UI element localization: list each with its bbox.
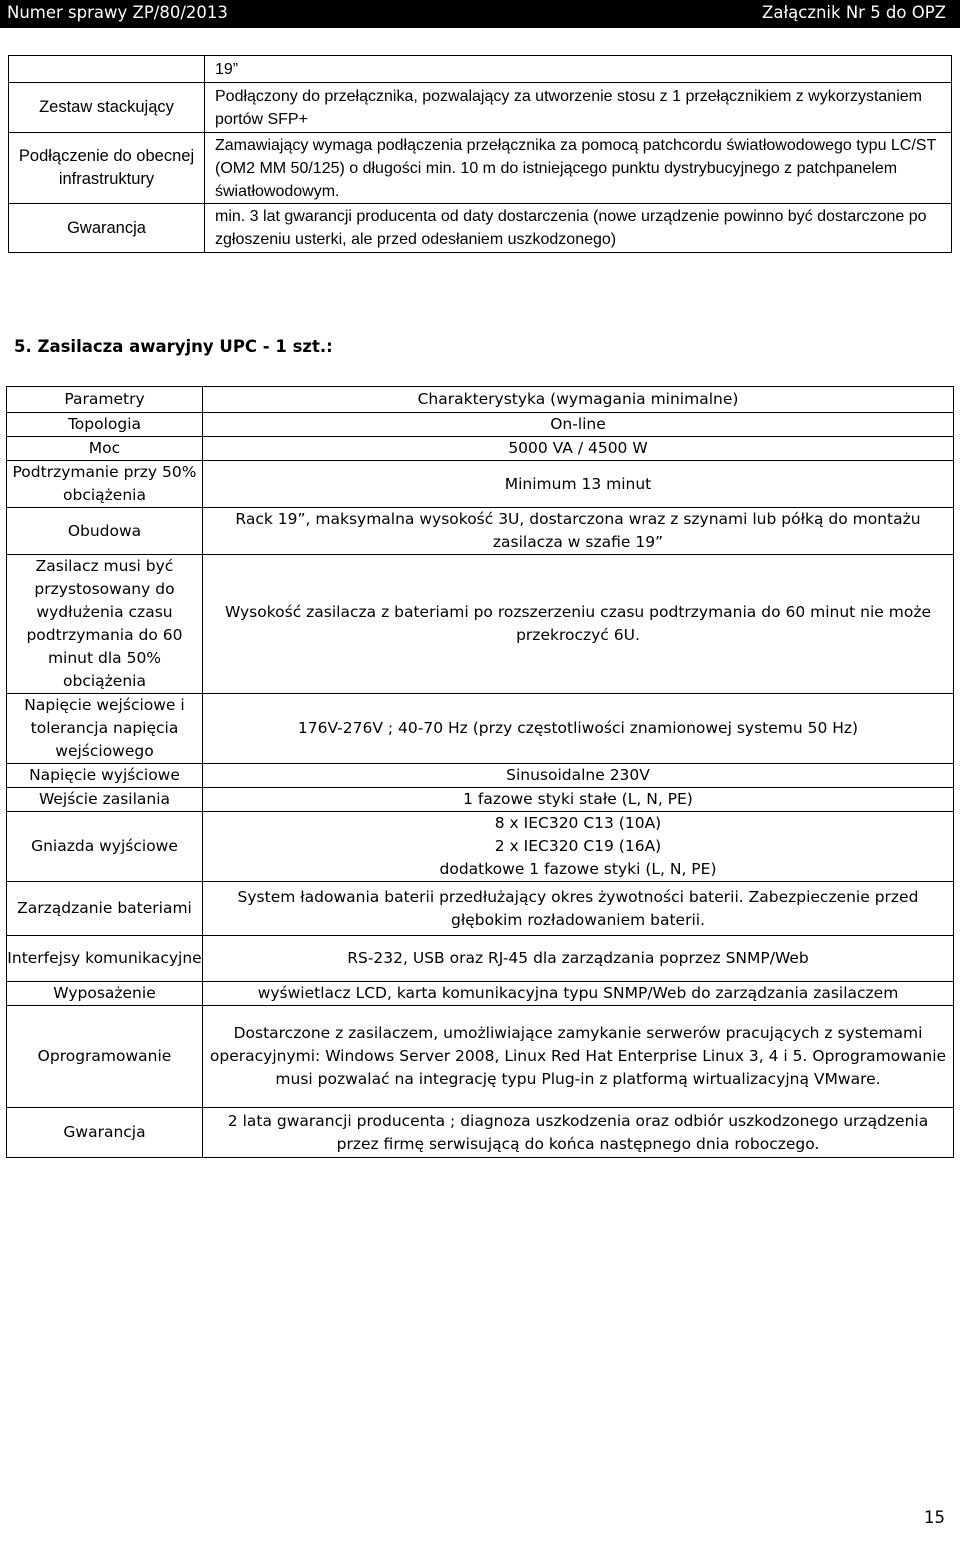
req-cell: [203, 812, 954, 882]
spec-label: Zestaw stackujący: [9, 83, 205, 133]
req-cell: Sinusoidalne 230V: [203, 764, 954, 788]
req-cell: Rack 19”, maksymalna wysokość 3U, dostarczona wraz z szynami lub półką do montażu zasilacza w szafie 19”: [203, 508, 954, 555]
section-title: 5. Zasilacza awaryjny UPC - 1 szt.:: [14, 337, 333, 356]
req-cell: System ładowania baterii przedłużający okres żywotności baterii. Zabezpieczenie przed głębokim rozładowaniem baterii.: [203, 882, 954, 936]
spec-value: min. 3 lat gwarancji producenta od daty dostarczenia (nowe urządzenie powinno być dostarczone po zgłoszeniu usterki, ale przed odesłaniem uszkodzonego): [205, 204, 952, 253]
param-cell: Napięcie wejściowe i tolerancja napięcia wejściowego: [7, 694, 203, 764]
page-header: [0, 0, 960, 28]
req-line: dodatkowe 1 fazowe styki (L, N, PE): [439, 860, 717, 878]
req-cell: 1 fazowe styki stałe (L, N, PE): [203, 788, 954, 812]
spec-value: Podłączony do przełącznika, pozwalający za utworzenie stosu z 1 przełącznikiem z wykorzystaniem portów SFP+: [205, 83, 952, 133]
req-cell: 5000 VA / 4500 W: [203, 437, 954, 461]
param-cell: Zasilacz musi być przystosowany do wydłużenia czasu podtrzymania do 60 minut dla 50% obciążenia: [7, 555, 203, 694]
table-row: [9, 133, 952, 204]
req-line: 2 x IEC320 C19 (16A): [494, 837, 662, 855]
spec-value: Zamawiający wymaga podłączenia przełącznika za pomocą patchcordu światłowodowego typu LC/ST (OM2 MM 50/125) o długości min. 10 m do istniejącego punktu dystrybucyjnego z patchpanelem światłowodowym.: [205, 133, 952, 204]
spec-label: Gwarancja: [9, 204, 205, 253]
param-cell: Interfejsy komunikacyjne: [7, 936, 203, 982]
table-row: [7, 764, 954, 788]
table-row: [7, 936, 954, 982]
spec-value: 19”: [205, 56, 952, 83]
param-cell: Obudowa: [7, 508, 203, 555]
table-row: [7, 812, 954, 882]
param-cell: Gwarancja: [7, 1108, 203, 1158]
table-header-row: [7, 387, 954, 413]
param-cell: Moc: [7, 437, 203, 461]
table-row: [7, 1006, 954, 1108]
param-cell: Gniazda wyjściowe: [7, 812, 203, 882]
attachment-label: Załącznik Nr 5 do OPZ: [762, 3, 946, 22]
param-cell: Oprogramowanie: [7, 1006, 203, 1108]
column-header-param: Parametry: [7, 387, 203, 413]
spec-label: Podłączenie do obecnej infrastruktury: [9, 133, 205, 204]
param-cell: Wejście zasilania: [7, 788, 203, 812]
req-cell: wyświetlacz LCD, karta komunikacyjna typu SNMP/Web do zarządzania zasilaczem: [203, 982, 954, 1006]
table-row: [9, 56, 952, 83]
table-row: [7, 461, 954, 508]
table-row: [7, 882, 954, 936]
case-number: Numer sprawy ZP/80/2013: [7, 3, 228, 22]
req-cell: Minimum 13 minut: [203, 461, 954, 508]
table-row: [7, 982, 954, 1006]
table-row: [7, 788, 954, 812]
param-cell: Wyposażenie: [7, 982, 203, 1006]
param-cell: Podtrzymanie przy 50% obciążenia: [7, 461, 203, 508]
table-row: [7, 555, 954, 694]
param-cell: Napięcie wyjściowe: [7, 764, 203, 788]
table-row: [7, 508, 954, 555]
table-row: [7, 437, 954, 461]
ups-spec-table: [6, 386, 954, 1158]
req-cell: RS-232, USB oraz RJ-45 dla zarządzania poprzez SNMP/Web: [203, 936, 954, 982]
spec-label: [9, 56, 205, 83]
table-row: [9, 83, 952, 133]
req-cell: Dostarczone z zasilaczem, umożliwiające zamykanie serwerów pracujących z systemami operacyjnymi: Windows Server 2008, Linux Red Hat Enterprise Linux 3, 4 i 5. Oprogramowanie musi pozwalać na integrację typu Plug-in z platformą wirtualizacyjną VMware.: [203, 1006, 954, 1108]
column-header-req: Charakterystyka (wymagania minimalne): [203, 387, 954, 413]
switch-spec-table: [8, 55, 952, 253]
table-row: [9, 204, 952, 253]
req-line: 8 x IEC320 C13 (10A): [494, 814, 662, 832]
page-number: 15: [924, 1508, 945, 1527]
param-cell: Topologia: [7, 413, 203, 437]
param-cell: Zarządzanie bateriami: [7, 882, 203, 936]
req-cell: 2 lata gwarancji producenta ; diagnoza uszkodzenia oraz odbiór uszkodzonego urządzenia przez firmę serwisującą do końca następnego dnia roboczego.: [203, 1108, 954, 1158]
req-cell: On-line: [203, 413, 954, 437]
table-row: [7, 413, 954, 437]
req-cell: Wysokość zasilacza z bateriami po rozszerzeniu czasu podtrzymania do 60 minut nie może przekroczyć 6U.: [203, 555, 954, 694]
req-cell: 176V-276V ; 40-70 Hz (przy częstotliwości znamionowej systemu 50 Hz): [203, 694, 954, 764]
table-row: [7, 694, 954, 764]
table-row: [7, 1108, 954, 1158]
